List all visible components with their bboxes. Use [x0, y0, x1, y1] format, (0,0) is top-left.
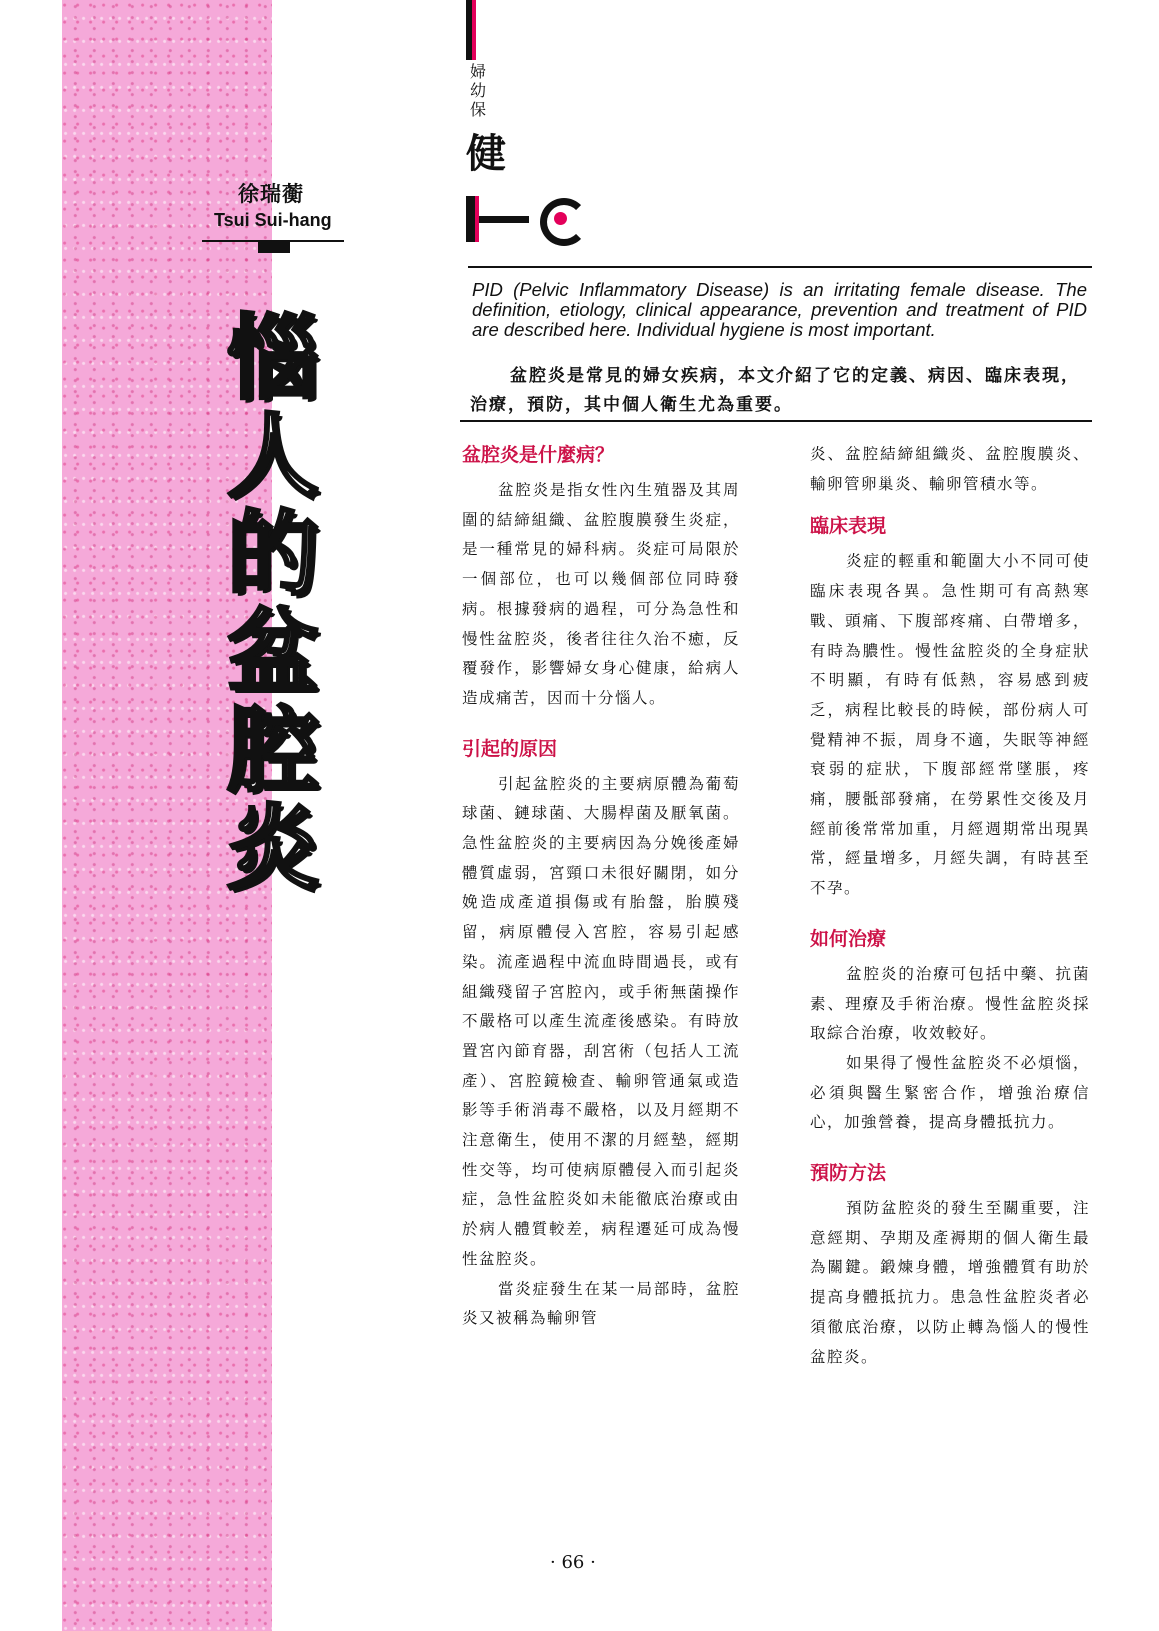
- section-cause-paragraph: 引起盆腔炎的主要病原體為葡萄球菌、鏈球菌、大腸桿菌及厭氧菌。急性盆腔炎的主要病因為分娩後產婦體質虛弱，宮頸口未很好關閉，如分娩造成產道損傷或有胎盤，胎膜殘留，病原體侵入宮腔，容易引起感染。流產過程中流血時間過長，或有組織殘留子宮腔內，或手術無菌操作不嚴格可以產生流產後感染。有時放置宮內節育器，刮宮術（包括人工流產）、宮腔鏡檢查、輸卵管通氣或造影等手術消毒不嚴格，以及月經期不注意衛生，使用不潔的月經墊，經期性交等，均可使病原體侵入而引起炎症，急性盆腔炎如未能徹底治療或由於病人體質較差，病程遷延可成為慢性盆腔炎。: [462, 774, 740, 1268]
- section-title-cause: 引起的原因: [462, 737, 558, 760]
- title-char: 盆: [226, 599, 319, 706]
- column-logo-h-mark: [466, 196, 546, 242]
- section-treatment-paragraph-2: 如果得了慢性盆腔炎不必煩惱，必須與醫生緊密合作，增強治療信心，加強營養，提高身體抵抗力。: [810, 1053, 1090, 1132]
- title-char: 人: [226, 403, 319, 510]
- section-treatment-paragraph: 盆腔炎的治療可包括中藥、抗菌素、理療及手術治療。慢性盆腔炎採取綜合治療，收效較好。: [810, 964, 1090, 1043]
- title-char: 炎: [226, 795, 319, 902]
- abstract-english: PID (Pelvic Inflammatory Disease) is an irritating female disease. The definition, etiology, clinical appearance, prevention and treatment of PID are described here. Individual hygiene is most important.: [472, 279, 1087, 340]
- section-prevention-paragraph: 預防盆腔炎的發生至關重要，注意經期、孕期及產褥期的個人衛生最為關鍵。鍛煉身體，增強體質有助於提高身體抵抗力。患急性盆腔炎者必須徹底治療，以防止轉為惱人的慢性盆腔炎。: [810, 1199, 1090, 1366]
- section-title-what: 盆腔炎是什麼病？: [462, 444, 615, 466]
- left-column: [462, 440, 740, 1334]
- section-title-clinical: 臨床表現: [810, 515, 887, 538]
- section-title-prevention: 預防方法: [810, 1162, 887, 1185]
- section-what-paragraph: 盆腔炎是指女性內生殖器及其周圍的結締組織、盆腔腹膜發生炎症，是一種常見的婦科病。炎症可局限於一個部位，也可以幾個部位同時發病。根據發病的過程，可分為急性和慢性盆腔炎，後者往往久治不癒，反覆發作，影響婦女身心健康，給病人造成痛苦，因而十分惱人。: [462, 481, 740, 707]
- title-char: 腔: [226, 697, 319, 804]
- section-cause-paragraph-2: 當炎症發生在某一局部時，盆腔炎又被稱為輸卵管: [462, 1279, 740, 1328]
- column-logo-dot: [554, 212, 567, 225]
- right-column: [810, 440, 1090, 1372]
- title-char: 惱: [226, 305, 319, 412]
- page-number: · 66 ·: [550, 1552, 596, 1573]
- section-cause-continuation: 炎、盆腔結締組織炎、盆腔腹膜炎、輸卵管卵巢炎、輸卵管積水等。: [810, 445, 1090, 493]
- abstract-top-rule: [468, 266, 1092, 268]
- abstract-bottom-rule: [460, 420, 1092, 422]
- column-logo-vertical-text: 婦幼保: [470, 62, 487, 119]
- column-logo-character: 健: [466, 131, 506, 177]
- abstract-chinese: 盆腔炎是常見的婦女疾病，本文介紹了它的定義、病因、臨床表現，治療，預防，其中個人衛生尤為重要。: [470, 366, 1080, 415]
- author-name-chinese: 徐瑞蘅: [238, 182, 304, 206]
- section-clinical-paragraph: 炎症的輕重和範圍大小不同可使臨床表現各異。急性期可有高熱寒戰、頭痛、下腹部疼痛、白帶增多，有時為膿性。慢性盆腔炎的全身症狀不明顯，有時有低熱，容易感到疲乏，病程比較長的時候，部份病人可覺精神不振，周身不適，失眠等神經衰弱的症狀，下腹部經常墜脹，疼痛，腰骶部發痛，在勞累性交後及月經前後常常加重，月經週期常出現異常，經量增多，月經失調，有時甚至不孕。: [810, 552, 1090, 898]
- column-logo-bar: [466, 0, 474, 60]
- title-char: 的: [226, 501, 319, 608]
- author-divider-block: [258, 242, 290, 253]
- section-title-treatment: 如何治療: [810, 927, 887, 950]
- article-title: [218, 305, 328, 902]
- author-name-english: Tsui Sui-hang: [214, 210, 332, 230]
